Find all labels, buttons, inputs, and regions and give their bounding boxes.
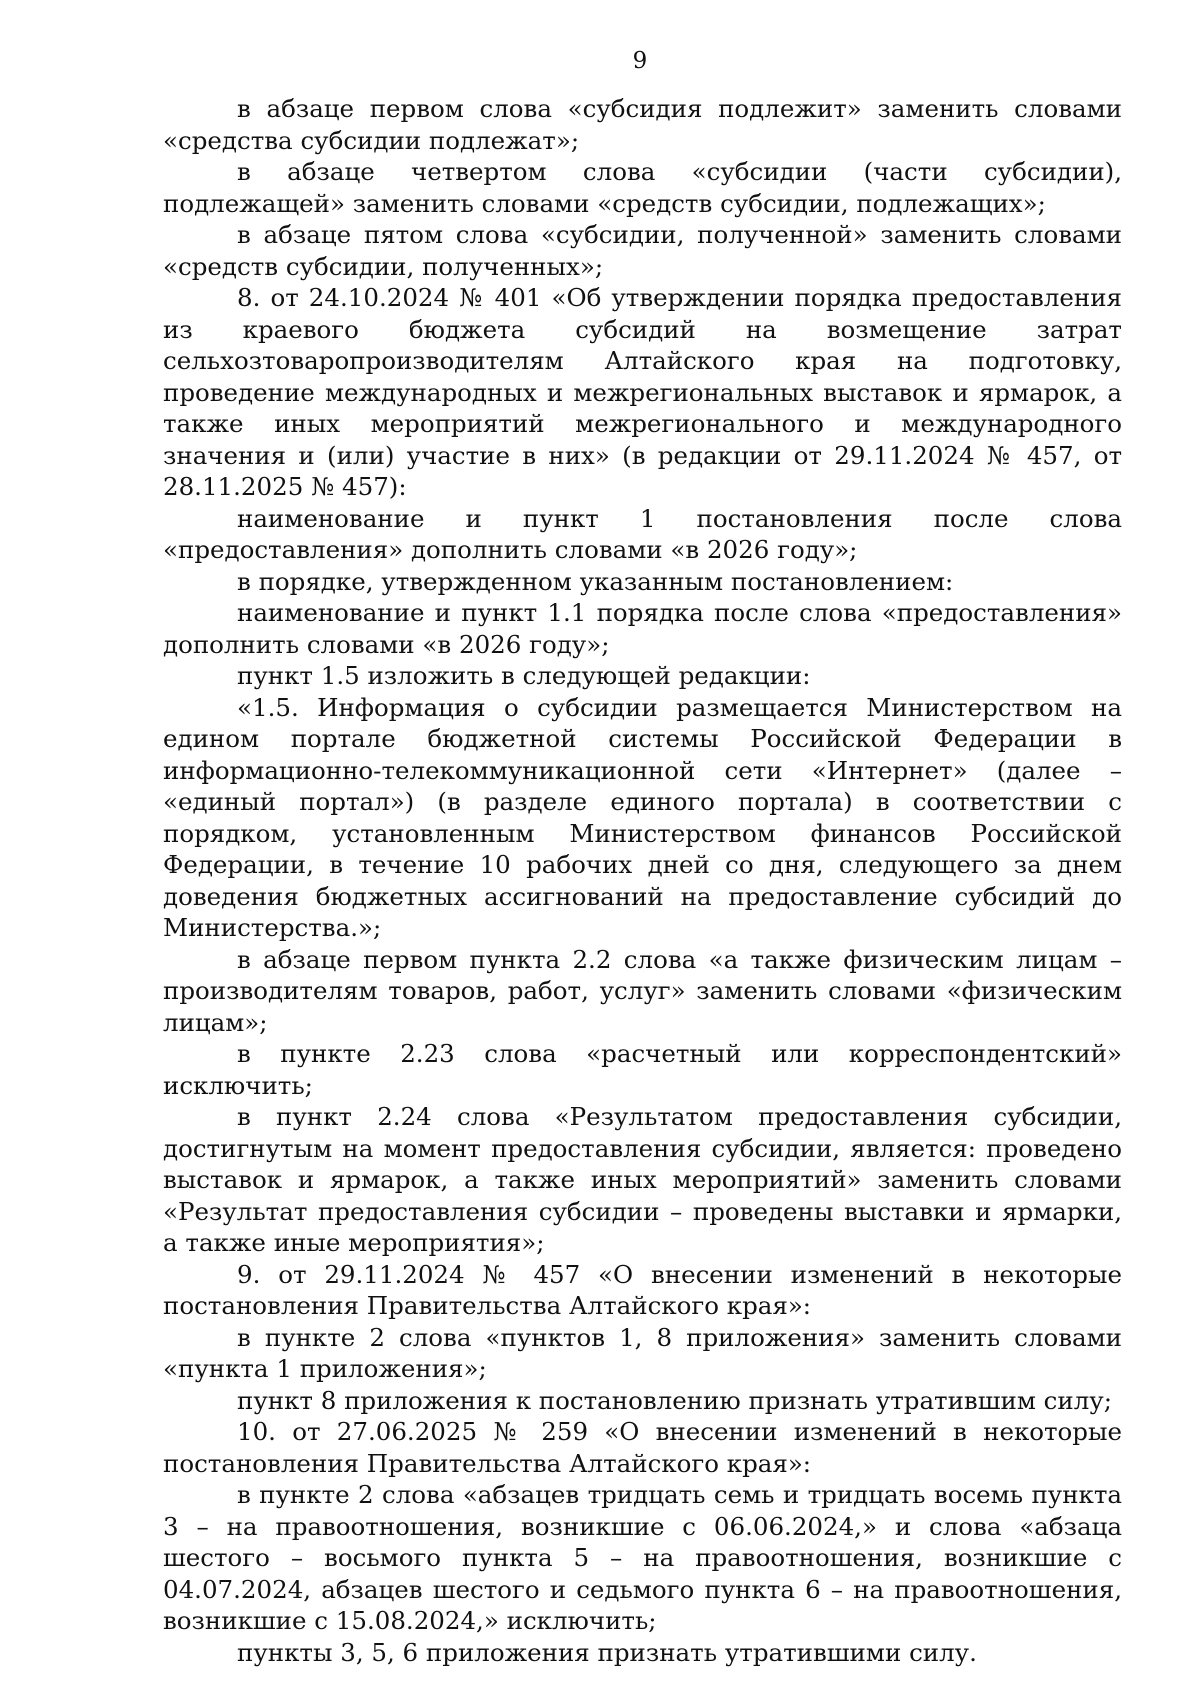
paragraph: 9. от 29.11.2024 № 457 «О внесении изменений в некоторые постановления Правительства Алтайского края»: <box>163 1259 1122 1320</box>
paragraph: пункт 1.5 изложить в следующей редакции: <box>237 661 811 690</box>
paragraph: наименование и пункт 1 постановления после слова «предоставления» дополнить словами «в 2026 году»; <box>163 503 1122 564</box>
paragraph: в абзаце пятом слова «субсидии, полученной» заменить словами «средств субсидии, полученных»; <box>163 220 1122 281</box>
paragraph: «1.5. Информация о субсидии размещается Министерством на едином портале бюджетной системы Российской Федерации в информационно-телекоммуникационной сети «Интернет» (далее – «единый портал») (в разделе единого портала) в соответствии с порядком, установленным Министерством финансов Российской Федерации, в течение 10 рабочих дней со дня, следующего за днем доведения бюджетных ассигнований на предоставление субсидий до Министерства.»; <box>163 692 1122 942</box>
paragraph: 8. от 24.10.2024 № 401 «Об утверждении порядка предоставления из краевого бюджета субсидий на возмещение затрат сельхозтоваропроизводителям Алтайского края на подготовку, проведение международных и межрегиональных выставок и ярмарок, а также иных мероприятий межрегионального и международного значения и (или) участие в них» (в редакции от 29.11.2024 № 457, от 28.11.2025 № 457): <box>163 283 1122 501</box>
paragraph: 10. от 27.06.2025 № 259 «О внесении изменений в некоторые постановления Правительства Алтайского края»: <box>163 1417 1122 1478</box>
paragraph: в абзаце первом пункта 2.2 слова «а также физическим лицам – производителям товаров, работ, услуг» заменить словами «физическим лицам»; <box>163 944 1122 1037</box>
page-number: 9 <box>632 48 648 74</box>
paragraph: пункты 3, 5, 6 приложения признать утратившими силу. <box>237 1637 977 1667</box>
paragraph: в пункте 2 слова «абзацев тридцать семь и тридцать восемь пункта 3 – на правоотношения, возникшие с 06.06.2024,» и слова «абзаца шестого – восьмого пункта 5 – на правоотношения, возникшие с 04.07.2024, абзацев шестого и седьмого пункта 6 – на правоотношения, возникшие с 15.08.2024,» исключить; <box>163 1480 1122 1635</box>
paragraph: наименование и пункт 1.1 порядка после слова «предоставления» дополнить словами «в 2026 году»; <box>163 598 1122 659</box>
paragraph: в пункте 2.23 слова «расчетный или корреспондентский» исключить; <box>163 1039 1122 1100</box>
paragraph: в пункте 2 слова «пунктов 1, 8 приложения» заменить словами «пункта 1 приложения»; <box>163 1322 1122 1383</box>
paragraph: пункт 8 приложения к постановлению признать утратившим силу; <box>237 1385 1112 1415</box>
paragraph: в пункт 2.24 слова «Результатом предоставления субсидии, достигнутым на момент предоставления субсидии, является: проведено выставок и ярмарок, а также иных мероприятий» заменить словами «Результат предоставления субсидии – проведены выставки и ярмарки, а также иные мероприятия»; <box>163 1102 1122 1257</box>
paragraph: в абзаце четвертом слова «субсидии (части субсидии), подлежащей» заменить словами «средств субсидии, подлежащих»; <box>163 157 1122 218</box>
paragraph: в абзаце первом слова «субсидия подлежит» заменить словами «средства субсидии подлежат»; <box>163 94 1122 155</box>
document-body <box>163 93 1122 1668</box>
paragraph: в порядке, утвержденном указанным постановлением: <box>237 566 954 596</box>
